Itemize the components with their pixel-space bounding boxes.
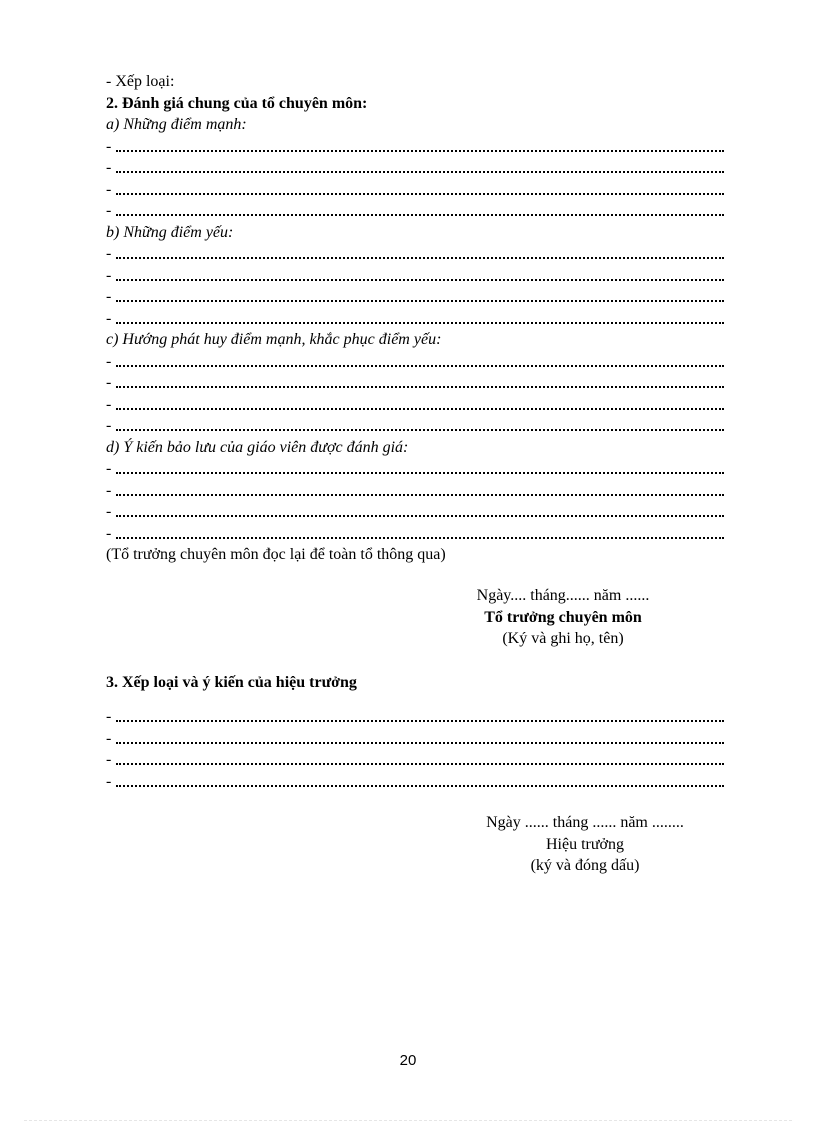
principal-blank-line: - — [106, 706, 726, 728]
principal-signature-block — [420, 812, 750, 877]
reservation-blank-line: - — [106, 458, 726, 480]
strengths-blank-line: - — [106, 157, 726, 179]
section-2-heading: 2. Đánh giá chung của tổ chuyên môn: — [106, 94, 368, 112]
reservation-blank-line: - — [106, 480, 726, 502]
xep-loai-label: - Xếp loại: — [106, 73, 175, 90]
weaknesses-blank-line: - — [106, 286, 726, 308]
signature-date: Ngày ...... tháng ...... năm ........ — [486, 814, 684, 831]
principal-blank-line: - — [106, 728, 726, 750]
improvement-blank-line: - — [106, 351, 726, 373]
evaluation-section-2 — [106, 71, 726, 566]
improvement-blank-line: - — [106, 415, 726, 437]
signature-instruction: (Ký và ghi họ, tên) — [502, 630, 624, 647]
section-3-heading: 3. Xếp loại và ý kiến của hiệu trưởng — [106, 674, 357, 691]
reservation-blank-line: - — [106, 523, 726, 545]
principal-blank-line: - — [106, 771, 726, 793]
weaknesses-subheading: b) Những điểm yếu: — [106, 223, 234, 241]
signature-role: Hiệu trưởng — [545, 835, 624, 853]
strengths-blank-line: - — [106, 200, 726, 222]
weaknesses-blank-line: - — [106, 243, 726, 265]
weaknesses-blank-line: - — [106, 308, 726, 330]
weaknesses-blank-line: - — [106, 265, 726, 287]
reservation-subheading: d) Ý kiến bảo lưu của giáo viên được đánh giá: — [106, 438, 409, 456]
principal-comments — [106, 706, 726, 792]
signature-instruction: (ký và đóng dấu) — [530, 857, 640, 874]
principal-blank-line: - — [106, 749, 726, 771]
reservation-blank-line: - — [106, 501, 726, 523]
head-of-department-signature-block — [420, 585, 706, 650]
improvement-blank-line: - — [106, 372, 726, 394]
strengths-blank-line: - — [106, 136, 726, 158]
improvement-subheading: c) Hướng phát huy điểm mạnh, khắc phục điểm yếu: — [106, 331, 442, 348]
page-number: 20 — [399, 1052, 417, 1069]
improvement-blank-line: - — [106, 394, 726, 416]
strengths-blank-line: - — [106, 179, 726, 201]
approval-note: (Tổ trưởng chuyên môn đọc lại để toàn tổ thông qua) — [106, 546, 446, 563]
page-bottom-divider — [24, 1120, 792, 1121]
strengths-subheading: a) Những điểm mạnh: — [106, 116, 247, 133]
signature-role: Tổ trưởng chuyên môn — [484, 608, 642, 626]
signature-date: Ngày.... tháng...... năm ...... — [476, 587, 650, 604]
